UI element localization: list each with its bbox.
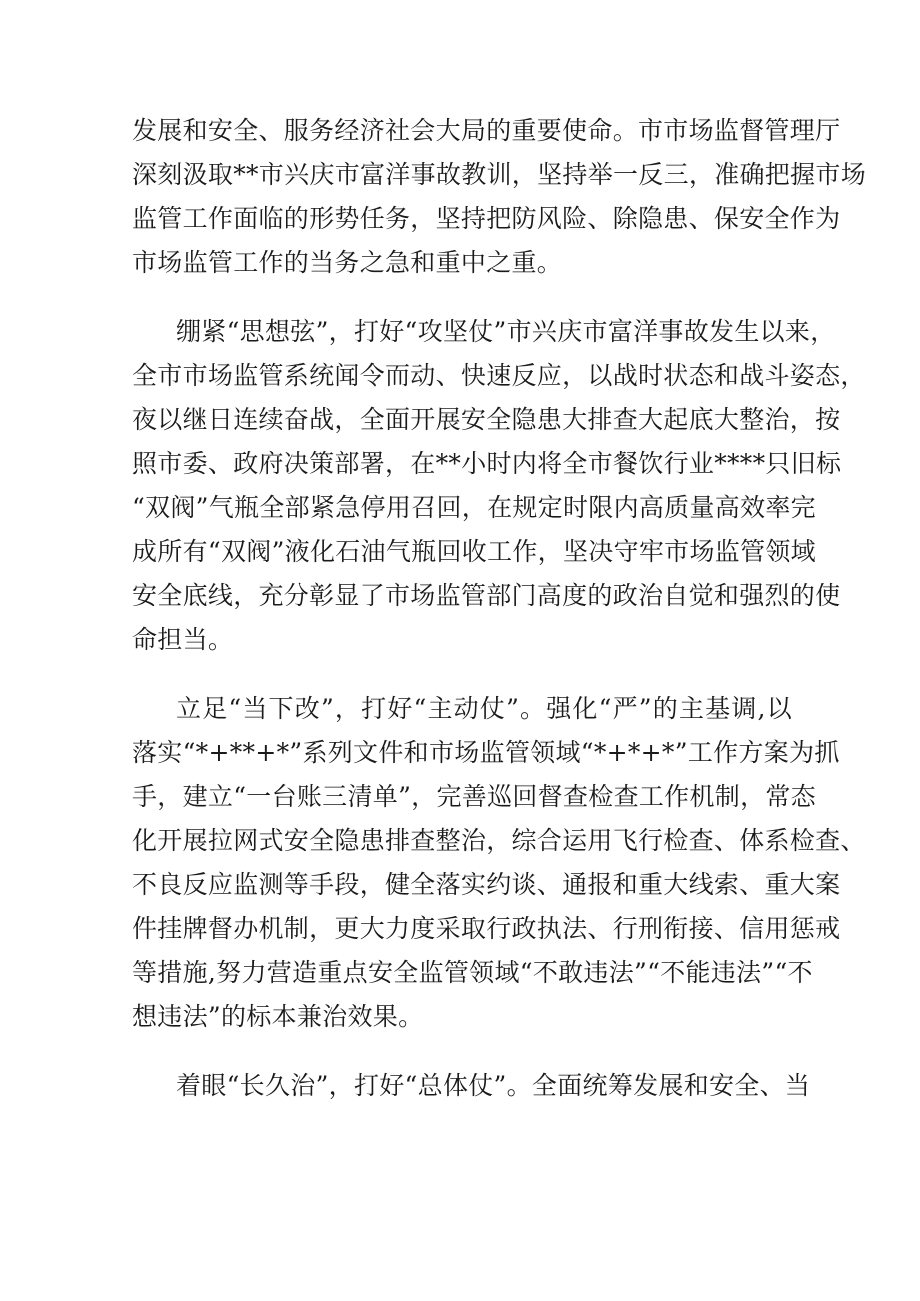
- text-line: 命担当。: [132, 625, 234, 654]
- text-line: 全市市场监管系统闻令而动、快速反应，以战时状态和战斗姿态，: [132, 361, 866, 390]
- text-line: 落实“*+**+*”系列文件和市场监管领域“*+*+*”工作方案为抓: [132, 738, 840, 767]
- paragraph-3: [132, 687, 866, 1039]
- text-line: 化开展拉网式安全隐患排查整治，综合运用飞行检查、体系检查、: [132, 826, 866, 855]
- text-line: 手，建立“一台账三清单”，完善巡回督查检查工作机制，常态: [132, 782, 816, 811]
- text-line: “双阀”气瓶全部紧急停用召回，在规定时限内高质量高效率完: [132, 493, 816, 522]
- paragraph-2: [132, 310, 866, 662]
- text-line: 想违法”的标本兼治效果。: [132, 1002, 424, 1031]
- text-line: 监管工作面临的形势任务，坚持把防风险、除隐患、保安全作为: [132, 204, 841, 233]
- paragraph-4: [132, 1064, 811, 1108]
- text-line: 等措施,努力营造重点安全监管领域“不敢违法”“不能违法”“不: [132, 958, 813, 987]
- text-line: 件挂牌督办机制，更大力度采取行政执法、行刑衔接、信用惩戒: [132, 914, 841, 943]
- text-line: 安全底线，充分彰显了市场监管部门高度的政治自觉和强烈的使: [132, 581, 841, 610]
- text-line: 成所有“双阀”液化石油气瓶回收工作，坚决守牢市场监管领域: [132, 537, 816, 566]
- text-line: 深刻汲取**市兴庆市富洋事故教训，坚持举一反三，准确把握市场: [132, 160, 867, 189]
- text-line: 绷紧“思想弦”，打好“攻坚仗”市兴庆市富洋事故发生以来，: [176, 317, 836, 346]
- text-line: 发展和安全、服务经济社会大局的重要使命。市市场监督管理厅: [132, 116, 841, 145]
- text-line: 市场监管工作的当务之急和重中之重。: [132, 248, 563, 277]
- paragraph-1: [132, 109, 867, 285]
- text-line: 照市委、政府决策部署，在**小时内将全市餐饮行业****只旧标: [132, 449, 842, 478]
- text-line: 着眼“长久治”，打好“总体仗”。全面统筹发展和安全、当: [176, 1071, 811, 1100]
- text-line: 夜以继日连续奋战，全面开展安全隐患大排查大起底大整治，按: [132, 405, 841, 434]
- text-line: 立足“当下改”，打好“主动仗”。强化“严”的主基调,以: [176, 694, 792, 723]
- text-line: 不良反应监测等手段，健全落实约谈、通报和重大线索、重大案: [132, 870, 841, 899]
